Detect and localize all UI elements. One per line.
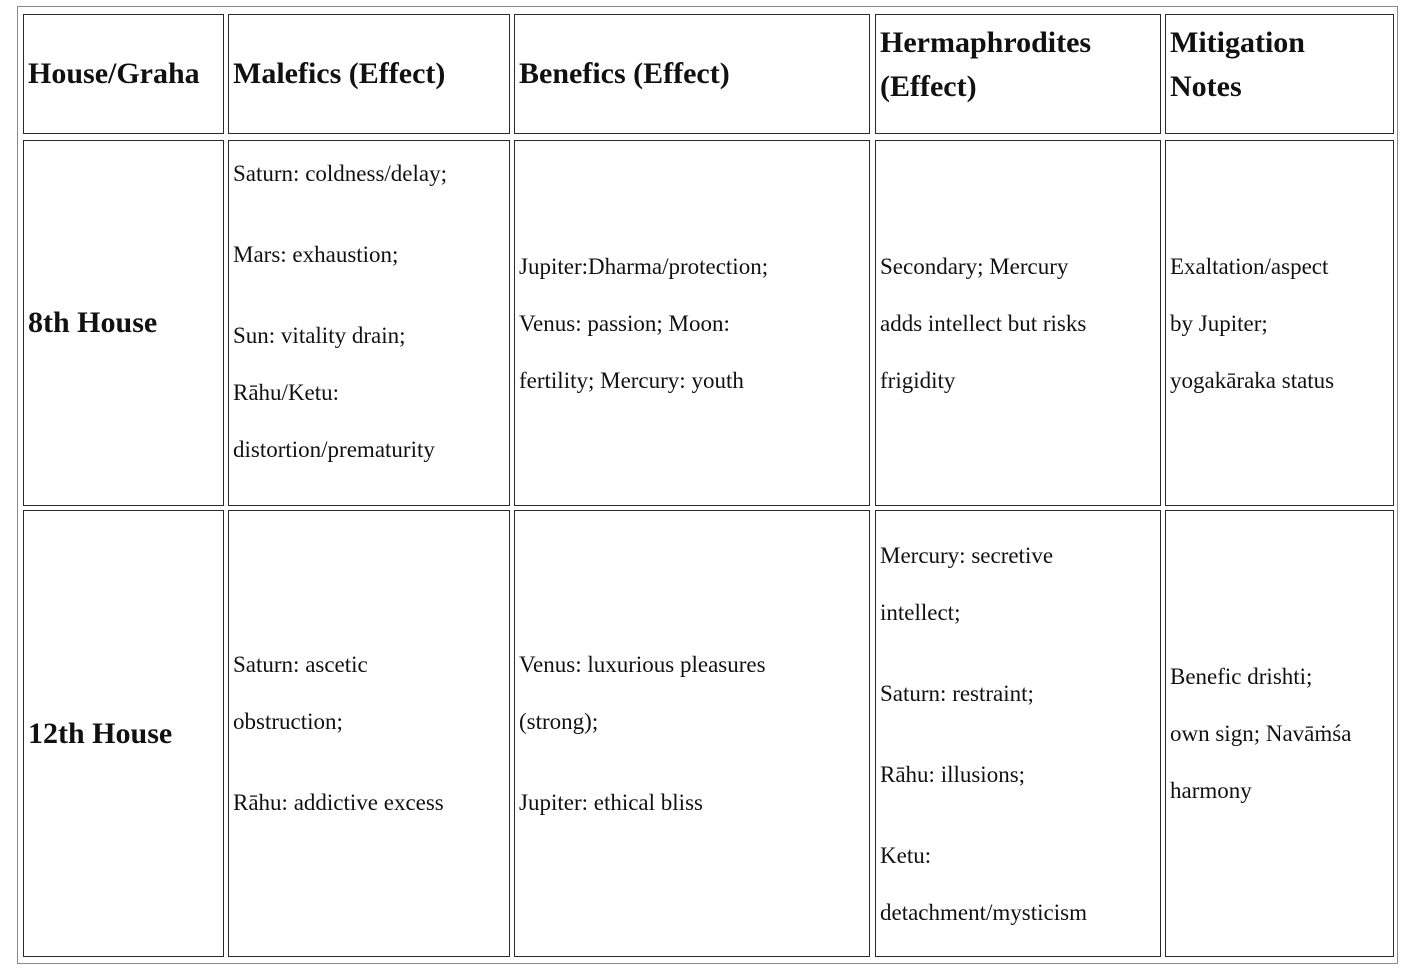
text-line: Mars: exhaustion; <box>233 241 399 267</box>
text-line: Rāhu/Ketu: <box>233 379 340 405</box>
header-cell-malefics <box>228 14 510 134</box>
text-line: fertility; Mercury: youth <box>519 367 744 393</box>
header-label: Malefics (Effect) <box>233 57 446 90</box>
text-line: Mercury: secretive <box>880 542 1054 568</box>
text-line: Venus: passion; Moon: <box>519 310 730 336</box>
cell-12th-hermaphrodites <box>875 510 1161 957</box>
cell-8th-benefics <box>514 140 870 506</box>
text-line: by Jupiter; <box>1170 310 1268 336</box>
text-line: Saturn: restraint; <box>880 680 1034 706</box>
text-line: Jupiter: ethical bliss <box>519 790 703 815</box>
header-label: Benefics (Effect) <box>519 57 730 90</box>
data-table <box>17 6 1398 964</box>
header-label: Mitigation Notes <box>1170 26 1305 103</box>
row-header-8th-house <box>23 140 224 506</box>
header-cell-mitigation <box>1165 14 1394 134</box>
text-line: (strong); <box>519 709 599 734</box>
text-line: Secondary; Mercury <box>880 253 1069 279</box>
cell-12th-malefics <box>228 510 510 957</box>
text-line: detachment/mysticism <box>880 899 1087 925</box>
text-line: intellect; <box>880 599 961 625</box>
text-line: distortion/prematurity <box>233 436 435 462</box>
text-line: harmony <box>1170 778 1252 803</box>
row-label: 12th House <box>28 716 173 750</box>
text-line: own sign; Navāṁśa <box>1170 721 1352 746</box>
text-line: Venus: luxurious pleasures <box>519 652 766 677</box>
row-header-12th-house <box>23 510 224 957</box>
cell-8th-malefics <box>228 140 510 506</box>
text-line: adds intellect but risks <box>880 310 1087 336</box>
header-cell-house-graha <box>23 14 224 134</box>
header-label: Hermaphrodites (Effect) <box>880 26 1092 103</box>
text-line: Jupiter:Dharma/protection; <box>519 253 769 279</box>
text-line: Saturn: coldness/delay; <box>233 160 447 186</box>
cell-12th-mitigation <box>1165 510 1394 957</box>
text-line: frigidity <box>880 367 956 393</box>
text-line: obstruction; <box>233 709 343 734</box>
cell-8th-hermaphrodites <box>875 140 1161 506</box>
text-line: Rāhu: addictive excess <box>233 790 444 815</box>
cell-8th-mitigation <box>1165 140 1394 506</box>
text-line: Saturn: ascetic <box>233 652 368 677</box>
header-label: House/Graha <box>28 57 200 90</box>
text-line: Ketu: <box>880 842 932 868</box>
text-line: Exaltation/aspect <box>1170 253 1329 279</box>
row-label: 8th House <box>28 306 158 339</box>
header-cell-benefics <box>514 14 870 134</box>
header-cell-hermaphrodites <box>875 14 1161 134</box>
cell-12th-benefics <box>514 510 870 957</box>
text-line: Benefic drishti; <box>1170 664 1313 689</box>
text-line: Rāhu: illusions; <box>880 761 1026 787</box>
text-line: yogakāraka status <box>1170 367 1335 393</box>
text-line: Sun: vitality drain; <box>233 322 406 348</box>
